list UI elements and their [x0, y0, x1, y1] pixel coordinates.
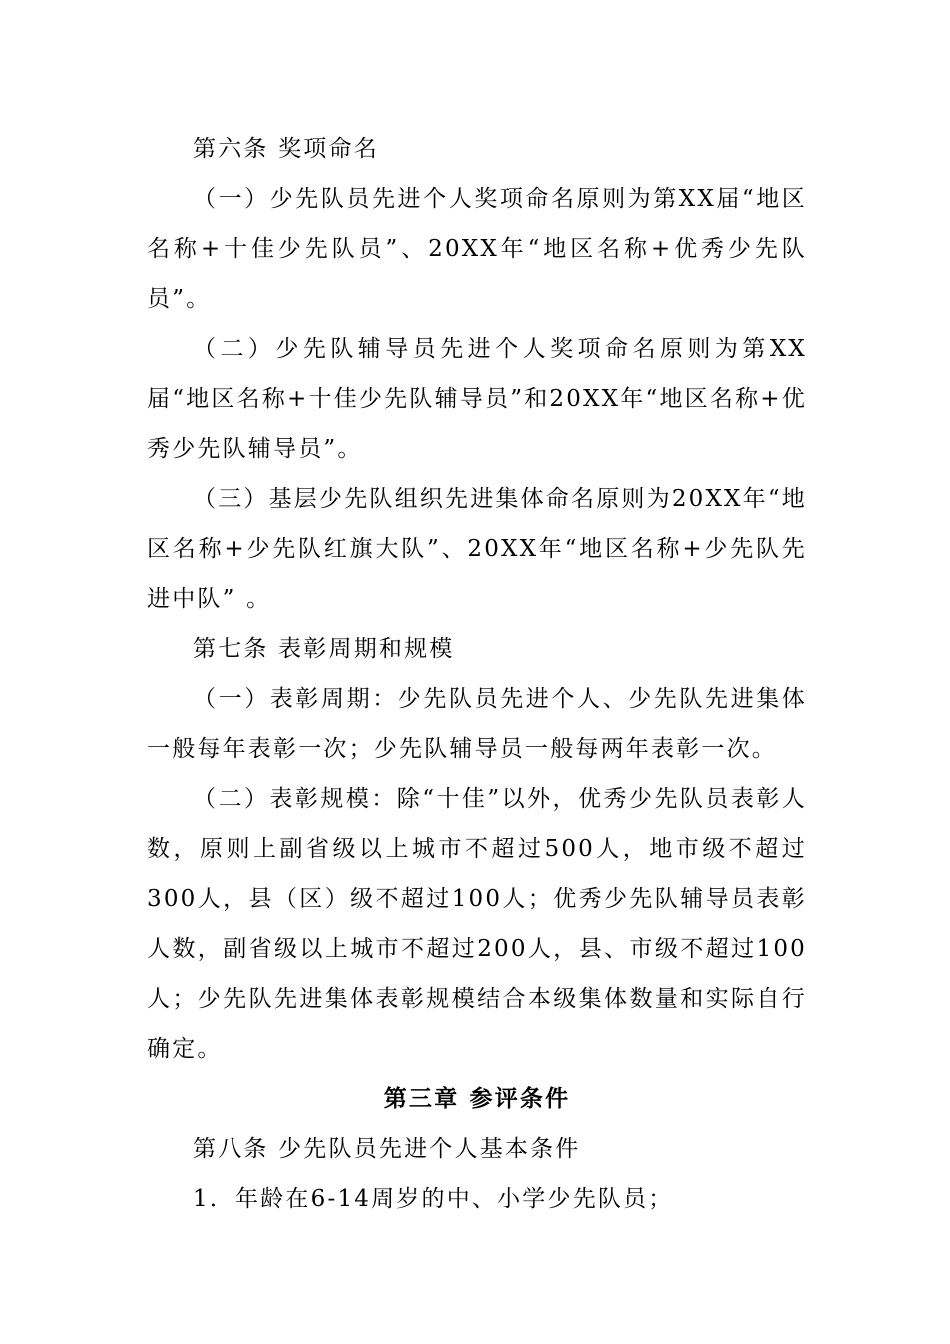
article-7-clause-1: （一）表彰周期：少先队员先进个人、少先队先进集体一般每年表彰一次；少先队辅导员一般每两年表彰一次。 [147, 686, 807, 762]
document-body [147, 124, 807, 1224]
article-7-heading: 第七条 表彰周期和规模 [193, 636, 455, 662]
article-6-heading: 第六条 奖项命名 [193, 136, 379, 162]
article-8-heading: 第八条 少先队员先进个人基本条件 [193, 1136, 581, 1162]
article-7-clause-2: （二）表彰规模：除“十佳”以外，优秀少先队员表彰人数，原则上副省级以上城市不超过500人，地市级不超过300人，县（区）级不超过100人；优秀少先队辅导员表彰人数，副省级以上城市不超过200人，县、市级不超过100人；少先队先进集体表彰规模结合本级集体数量和实际自行确定。 [147, 786, 807, 1062]
article-6-clause-1: （一）少先队员先进个人奖项命名原则为第XX届“地区名称+十佳少先队员”、20XX年“地区名称+优秀少先队员”。 [147, 186, 807, 312]
article-6-clause-3: （三）基层少先队组织先进集体命名原则为20XX年“地区名称+少先队红旗大队”、20XX年“地区名称+少先队先进中队” 。 [147, 486, 807, 612]
article-8-item-1: 1．年龄在6-14周岁的中、小学少先队员； [193, 1186, 674, 1212]
article-6-clause-2: （二）少先队辅导员先进个人奖项命名原则为第XX届“地区名称+十佳少先队辅导员”和20XX年“地区名称+优秀少先队辅导员”。 [147, 336, 807, 462]
chapter-3-title: 第三章 参评条件 [383, 1085, 571, 1112]
